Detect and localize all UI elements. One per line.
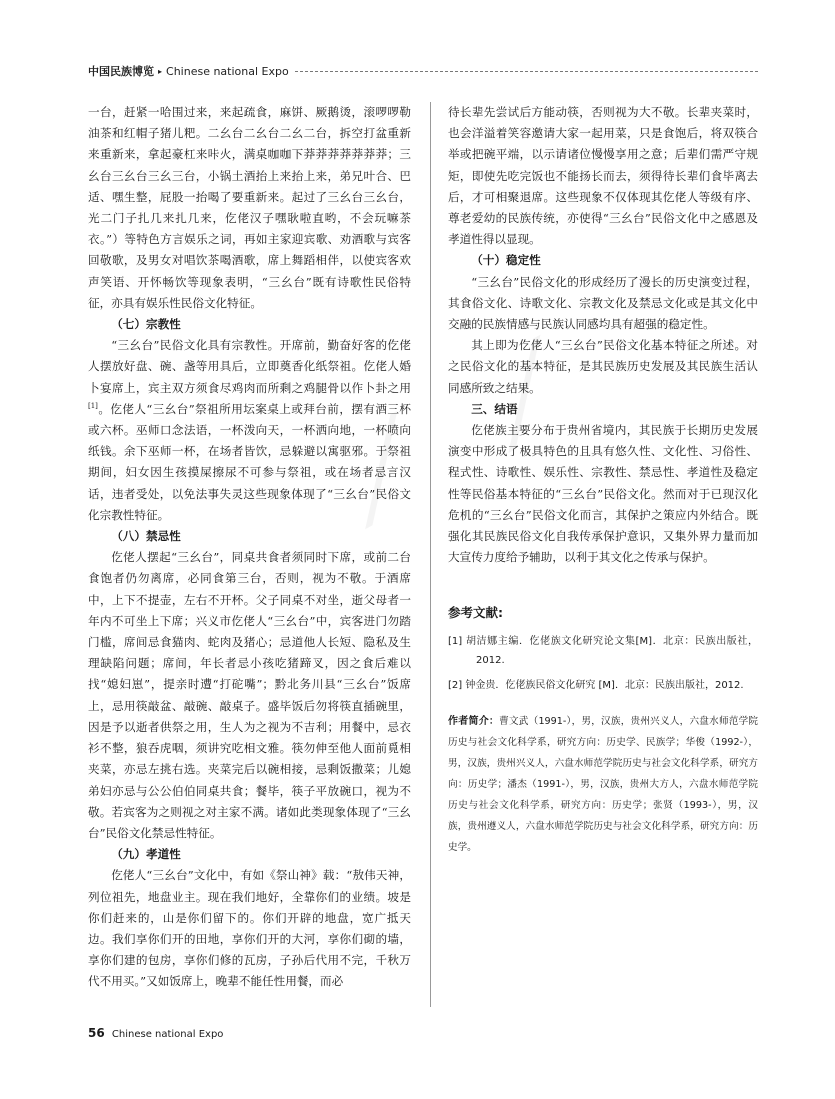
header-arrow-icon: ▸ — [158, 66, 163, 76]
paragraph: 仡佬人摆起“三幺台”，同桌共食者须同时下席，或前二台食饱者仍勿离席，必同食第三台，否则，视为不敬。于酒席中，上下不提壶，左右不开杯。父子同桌不对坐，逝父母者一年内不可坐上下席；兴义市仡佬人“三幺台”中，宾客进门勿踏门槛，席间忌食猫肉、蛇肉及猪心；忌道他人长短、隐私及生理缺陷问题；席间，年长者忌小孩吃猪蹄叉，因之食后难以找“媳妇崽”，提亲时遭“打砣嘴”；黔北务川县“三幺台”饭席上，忌用筷敲盆、敲碗、敲桌子。盛毕饭后勿将筷直插碗里，因是予以逝者供祭之用，生人为之视为不吉利；用餐中，忌衣衫不整，狼吞虎咽，须讲究吃相文雅。筷勿伸至他人面前覓相夹菜，亦忌左挑右选。夹菜完后以碗相接，忌剩饭撒菜；儿媳弟妇亦忌与公公伯伯同桌共食；餐毕，筷子平放碗口，视为不敬。若宾客为之则视之对主家不满。诸如此类现象体现了“三幺台”民俗文化禁忌性特征。 — [88, 550, 411, 840]
section-heading-filial: （九）孝道性 — [111, 847, 181, 862]
column-divider — [430, 102, 431, 1007]
paragraph: “三幺台”民俗文化的形成经历了漫长的历史演变过程，其食俗文化、诗歌文化、宗教文化及禁忌文化或是其文化中交融的民族情感与民族认同感均具有超强的稳定性。 — [448, 274, 758, 332]
section-heading-stability: （十）稳定性 — [471, 253, 541, 268]
paragraph: 仡佬族主要分布于贵州省境内，其民族于长期历史发展演变中形成了极具特色的且具有悠久性、文化性、习俗性、程式性、诗歌性、娱乐性、宗教性、禁忌性、孝道性及稳定性等民俗基本特征的“三幺台”民俗文化。然而对于已现汉化危机的“三幺台”民俗文化而言，其保护之策应内外结合。既强化其民族民俗文化自我传承保护意识，又集外界力量而加大宣传力度给予辅助，以利于其文化之传承与保护。 — [448, 423, 758, 565]
right-column — [448, 102, 758, 858]
conclusion-heading: 三、结语 — [471, 401, 518, 416]
paragraph: 仡佬人“三幺台”文化中，有如《祭山神》载：“敖伟天神，列位祖先，地盘业主。现在我们地好，全靠你们的业绩。坡是你们赶来的，山是你们留下的。你们开辟的地盘，宽广抵天边。我们享你们开的田地，享你们开的大河，享你们砌的墙，享你们建的包房，享你们修的瓦房，子孙后代用不完，千秋万代不用买。”又如饭席上，晚辈不能任性用餐，而必 — [88, 868, 411, 989]
section-heading-taboo: （八）禁忌性 — [111, 529, 181, 544]
paragraph: “三幺台”民俗文化具有宗教性。开席前，勤奋好客的仡佬人摆放好盘、碗、盏等用具后，立即奠香化纸祭祖。仡佬人婚卜宴席上，宾主双方须食尽鸡肉而所剩之鸡腿骨以作卜卦之用[1]。仡佬人“三幺台”祭祖所用坛案桌上或拜台前，摆有酒三杯或六杯。巫师口念法语，一杯泼向天，一杯洒向地，一杯喷向纸钱。余下巫师一杯，在场者皆饮，忌躲避以寓驱邪。于祭祖期间，妇女因生孩摸屎擦尿不可参与祭祖，或在场者忌言汉话，违者受处，以免法事失灵这些现象体现了“三幺台”民俗文化宗教性特征。 — [88, 338, 411, 522]
reference-item: [1] 胡洁娜主编．仡佬族文化研究论文集[M]．北京：民族出版社，2012. — [448, 635, 758, 666]
page-number: 56 — [88, 1026, 105, 1040]
paragraph: 一台，赶紧一哈围过来，来起疏食，麻饼、厥鹅烫，滚啰啰勒油茶和红帽子猪儿粑。二幺台二幺台二幺二台，拆空打盆重新来重新来，拿起豪杠来咔火，满桌咖咖下莽莽莽莽莽莽莽；三幺台三幺台三幺三台，小锅土酒抬上来抬上来，弟兄叶合、巴适、嘿生整，屁股一抬喝了要重新来。起过了三幺台三幺台，光二门子扎几来扎几来，仡佬汉子嘿耿啦直哟，不会玩嘛茶衣。”）等特色方言娱乐之词，再如主家迎宾歌、劝酒歌与宾客回敬歌，及男女对唱饮茶喝酒歌，席上舞蹈相伴，以使宾客欢声笑语、开怀畅饮等现象表明，“三幺台”既有诗歌性民俗特征，亦具有娱乐性民俗文化特征。 — [88, 105, 411, 310]
header-dotted-rule — [295, 71, 758, 72]
author-bio — [448, 711, 758, 858]
page-footer — [88, 1026, 223, 1040]
running-header — [88, 62, 758, 80]
paragraph: 其上即为仡佬人“三幺台”民俗文化基本特征之所述。对之民俗文化的基本特征，是其民族历史发展及其民族生活认同感所致之结果。 — [448, 338, 758, 395]
header-publication-cn: 中国民族博览 — [88, 65, 154, 78]
reference-item: [2] 钟金贵．仡佬族民俗文化研究 [M]．北京：民族出版社，2012. — [448, 679, 744, 691]
author-bio-text: 曹文武（1991-），男，汉族，贵州兴义人，六盘水师范学院历史与社会文化科学系，研究方向：历史学、民族学；华俊（1992-），男，汉族，贵州兴义人，六盘水师范学院历史与社会文化科学系，研究方向：历史学；潘杰（1991-），男，汉族，贵州大方人，六盘水师范学院历史与社会文化科学系，研究方向：历史学；张贤（1993-），男，汉族，贵州遵义人，六盘水师范学院历史与社会文化科学系，研究方向：历史学。 — [448, 715, 759, 853]
paragraph: 待长辈先尝试后方能动筷，否则视为大不敬。长辈夹菜时，也会洋溢着笑容邀请大家一起用菜，只是食饱后，将双筷合举或把碗平端，以示请诸位慢慢享用之意；后辈们需严守规矩，即使先吃完饭也不能扬长而去，须得待长辈们食毕离去后，才可相聚退席。这些现象不仅体现其仡佬人等级有序、尊老爱幼的民族传统，亦使得“三幺台”民俗文化中之感恩及孝道性得以显现。 — [448, 105, 758, 247]
footer-publication-en: Chinese national Expo — [111, 1029, 224, 1040]
header-publication-en: Chinese national Expo — [166, 64, 289, 78]
references-heading: 参考文献: — [448, 605, 503, 621]
section-heading-religion: （七）宗教性 — [111, 317, 181, 332]
author-bio-label: 作者简介： — [448, 715, 500, 727]
citation-mark: [1] — [88, 401, 98, 410]
left-column — [88, 102, 411, 993]
